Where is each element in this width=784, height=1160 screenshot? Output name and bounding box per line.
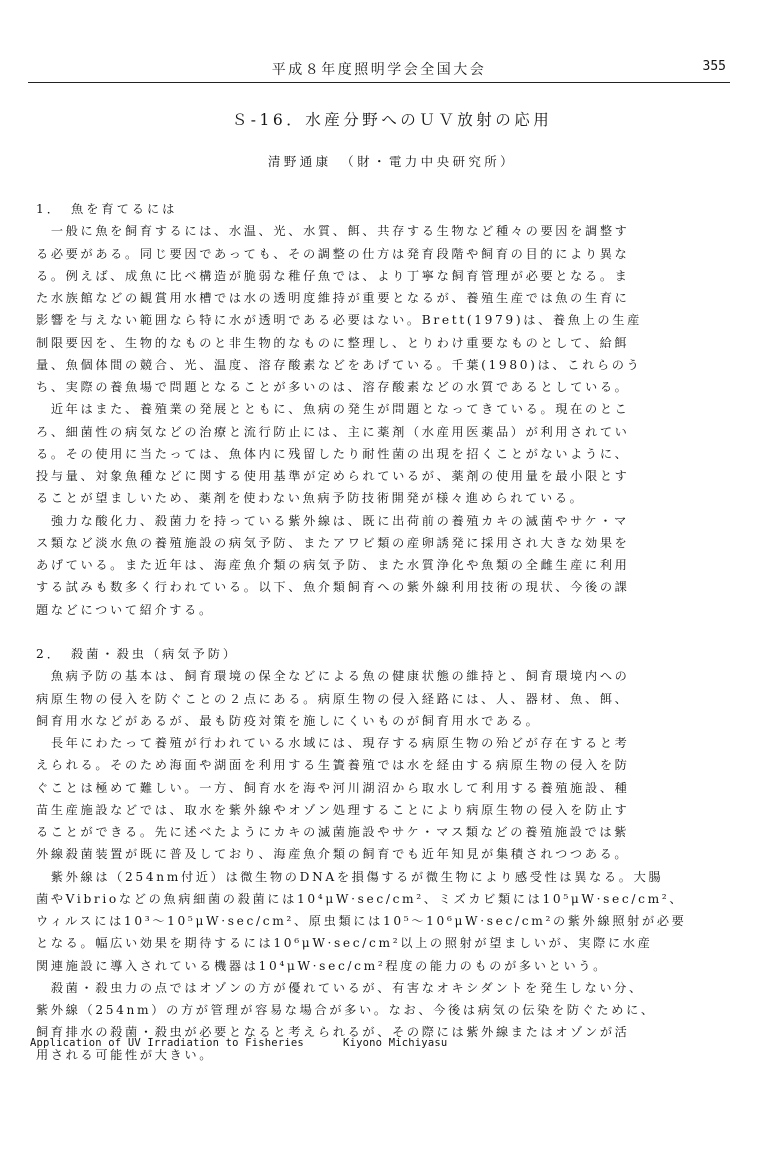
section-heading: 2． 殺菌・殺虫（病気予防）	[36, 647, 239, 661]
text-line: 関連施設に導入されている機器は10⁴μW·sec/cm²程度の能力のものが多いという。	[36, 958, 608, 973]
text-line: 長年にわたって養殖が行われている水域には、現存する病原生物の殆どが存在すると考	[36, 736, 630, 750]
text-line: る必要がある。同じ要因であっても、その調整の仕方は発育段階や飼育の目的により異な	[36, 246, 630, 261]
text-line: 菌やVibrioなどの魚病細菌の殺菌には10⁴μW·sec/cm²、ミズカビ類には10⁵μW·sec/cm²、	[36, 891, 685, 906]
text-line: 飼育排水の殺菌・殺虫が必要となると考えられるが、その際には紫外線またはオゾンが活	[36, 1025, 630, 1040]
text-line: ウィルスには10³～10⁵μW·sec/cm²、原虫類には10⁵～10⁶μW·sec/cm²の紫外線照射が必要	[36, 914, 687, 928]
english-author: Kiyono Michiyasu	[343, 1037, 448, 1049]
text-line: る。その使用に当たっては、魚体内に残留したり耐性菌の出現を招くことがないように、	[36, 446, 630, 461]
text-line: 一般に魚を飼育するには、水温、光、水質、餌、共存する生物など種々の要因を調整す	[36, 224, 630, 239]
text-line: 紫外線は（254nm付近）は微生物のDNAを損傷するが微生物により感受性は異なる。大腸	[36, 869, 664, 884]
text-line: 制限要因を、生物的なものと非生物的なものに整理し、とりわけ重要なものとして、給餌	[36, 335, 630, 350]
text-line: えられる。そのため海面や湖面を利用する生簀養殖では水を経由する病原生物の侵入を防	[36, 758, 630, 773]
text-line: 投与量、対象魚種などに関する使用基準が定められているが、薬剤の使用量を最小限とす	[36, 469, 630, 483]
text-line: 紫外線（254nm）の方が管理が容易な場合が多い。なお、今後は病気の伝染を防ぐために、	[36, 1003, 656, 1017]
text-line: 苗生産施設などでは、取水を紫外線やオゾン処理することにより病原生物の侵入を防止す	[36, 802, 630, 817]
english-title: Application of UV Irradiation to Fisheries	[30, 1037, 304, 1049]
text-line: ぐことは極めて難しい。一方、飼育水を海や河川湖沼から取水して利用する養殖施設、種	[36, 780, 630, 795]
paper-title: Ｓ-16．水産分野へのＵＶ放射の応用	[231, 111, 553, 129]
text-line: ることができる。先に述べたようにカキの滅菌施設やサケ・マス類などの養殖施設では紫	[36, 825, 630, 839]
english-footer	[30, 1037, 447, 1049]
text-line: 量、魚個体間の競合、光、温度、溶存酸素などをあげている。千葉(1980)は、これらのう	[36, 357, 642, 372]
text-line: 題などについて紹介する。	[36, 602, 214, 617]
author-affiliation: 清野通康 （財・電力中央研究所）	[267, 154, 517, 169]
text-line: 殺菌・殺虫力の点ではオゾンの方が優れているが、有害なオキシダントを発生しない分、	[36, 980, 644, 995]
text-line: た水族館などの観賞用水槽では水の透明度維持が重要となるが、養殖生産では魚の生育に	[36, 291, 630, 305]
running-header	[28, 56, 730, 83]
text-line: ろ、細菌性の病気などの治療と流行防止には、主に薬剤（水産用医薬品）が利用されてい	[36, 424, 630, 439]
text-line: 飼育用水などがあるが、最も防疫対策を施しにくいものが飼育用水である。	[36, 713, 541, 728]
text-line: 強力な酸化力、殺菌力を持っている紫外線は、既に出荷前の養殖カキの滅菌やサケ・マ	[36, 513, 630, 528]
text-line: ることが望ましいため、薬剤を使わない魚病予防技術開発が様々進められている。	[36, 491, 585, 506]
text-line: する試みも数多く行われている。以下、魚介類飼育への紫外線利用技術の現状、今後の課	[36, 580, 630, 595]
paper-body	[36, 198, 736, 1066]
text-line: ス類など淡水魚の養殖施設の病気予防、またアワビ類の産卵誘発に採用され大きな効果を	[36, 535, 630, 550]
page-number: 355	[702, 59, 726, 74]
text-line: 用される可能性が大きい。	[36, 1047, 215, 1062]
section-heading: 1． 魚を育てるには	[36, 202, 178, 216]
text-line: となる。幅広い効果を期待するには10⁶μW·sec/cm²以上の照射が望ましいが、実際に水産	[36, 936, 653, 951]
text-line: 病原生物の侵入を防ぐことの２点にある。病原生物の侵入経路には、人、器材、魚、餌、	[36, 691, 630, 706]
text-line: 魚病予防の基本は、飼育環境の保全などによる魚の健康状態の維持と、飼育環境内への	[36, 669, 630, 684]
text-line: 外線殺菌装置が既に普及しており、海産魚介類の飼育でも近年知見が集積されつつある。	[36, 847, 630, 862]
text-line: あげている。また近年は、海産魚介類の病気予防、また水質浄化や魚類の全雌生産に利用	[36, 558, 630, 572]
text-line	[36, 621, 736, 643]
text-line: る。例えば、成魚に比べ構造が脆弱な稚仔魚では、より丁寧な飼育管理が必要となる。ま	[36, 268, 630, 283]
text-line: 近年はまた、養殖業の発展とともに、魚病の発生が問題となってきている。現在のとこ	[36, 402, 630, 417]
text-line: ち、実際の養魚場で問題となることが多いのは、溶存酸素などの水質であるとしている。	[36, 380, 630, 394]
conference-name: 平成８年度照明学会全国大会	[271, 62, 487, 78]
text-line: 影響を与えない範囲なら特に水が透明である必要はない。Brett(1979)は、養魚上の生産	[36, 313, 642, 328]
